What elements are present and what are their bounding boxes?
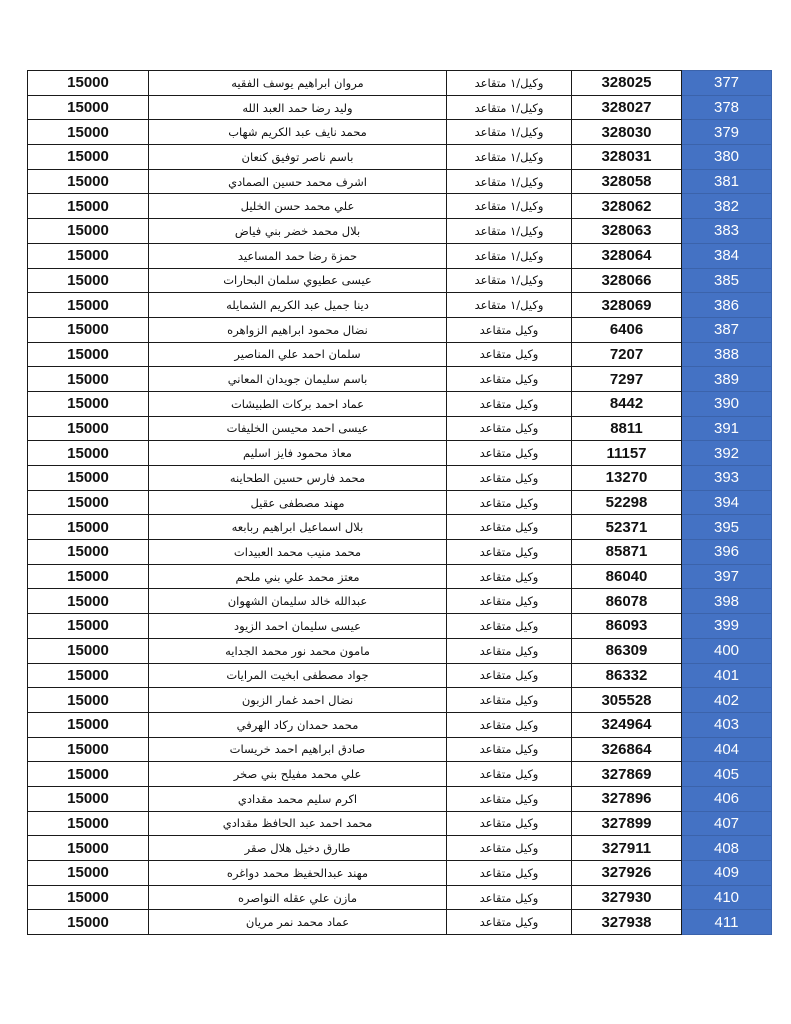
table-row [28, 243, 772, 268]
table-row [28, 762, 772, 787]
rank-cell: وكيل/١ متقاعد [447, 95, 572, 120]
id-cell: 13270 [572, 466, 682, 491]
rank-cell: وكيل متقاعد [447, 342, 572, 367]
id-cell: 328064 [572, 243, 682, 268]
sequence-cell: 398 [682, 589, 772, 614]
rank-cell: وكيل متقاعد [447, 564, 572, 589]
sequence-cell: 378 [682, 95, 772, 120]
table-row [28, 811, 772, 836]
rank-cell: وكيل متقاعد [447, 441, 572, 466]
rank-cell: وكيل متقاعد [447, 811, 572, 836]
table-row [28, 367, 772, 392]
sequence-cell: 403 [682, 712, 772, 737]
sequence-cell: 401 [682, 663, 772, 688]
name-cell: مهند مصطفى عقيل [149, 490, 447, 515]
amount-cell: 15000 [28, 219, 149, 244]
table-row [28, 268, 772, 293]
table-row [28, 219, 772, 244]
rank-cell: وكيل متقاعد [447, 317, 572, 342]
name-cell: وليد رضا حمد العبد الله [149, 95, 447, 120]
name-cell: سلمان احمد علي المناصير [149, 342, 447, 367]
name-cell: مامون محمد نور محمد الجدايه [149, 638, 447, 663]
data-table [27, 70, 772, 935]
id-cell: 86309 [572, 638, 682, 663]
sequence-cell: 379 [682, 120, 772, 145]
name-cell: باسم سليمان جويدان المعاني [149, 367, 447, 392]
sequence-cell: 384 [682, 243, 772, 268]
amount-cell: 15000 [28, 638, 149, 663]
table-row [28, 885, 772, 910]
amount-cell: 15000 [28, 71, 149, 96]
table-row [28, 391, 772, 416]
sequence-cell: 407 [682, 811, 772, 836]
rank-cell: وكيل متقاعد [447, 589, 572, 614]
amount-cell: 15000 [28, 268, 149, 293]
id-cell: 328058 [572, 169, 682, 194]
amount-cell: 15000 [28, 441, 149, 466]
name-cell: عيسى احمد محيسن الخليفات [149, 416, 447, 441]
sequence-cell: 397 [682, 564, 772, 589]
amount-cell: 15000 [28, 540, 149, 565]
name-cell: محمد احمد عبد الحافظ مقدادي [149, 811, 447, 836]
id-cell: 86332 [572, 663, 682, 688]
sequence-cell: 402 [682, 688, 772, 713]
sequence-cell: 380 [682, 145, 772, 170]
id-cell: 86078 [572, 589, 682, 614]
name-cell: نضال محمود ابراهيم الزواهره [149, 317, 447, 342]
sequence-cell: 383 [682, 219, 772, 244]
id-cell: 86093 [572, 614, 682, 639]
table-row [28, 688, 772, 713]
amount-cell: 15000 [28, 490, 149, 515]
table-row [28, 466, 772, 491]
rank-cell: وكيل متقاعد [447, 910, 572, 935]
amount-cell: 15000 [28, 194, 149, 219]
table-row [28, 441, 772, 466]
name-cell: عماد احمد بركات الطبيشات [149, 391, 447, 416]
table-row [28, 589, 772, 614]
rank-cell: وكيل/١ متقاعد [447, 71, 572, 96]
sequence-cell: 396 [682, 540, 772, 565]
id-cell: 328030 [572, 120, 682, 145]
table-row [28, 120, 772, 145]
id-cell: 327926 [572, 861, 682, 886]
rank-cell: وكيل متقاعد [447, 836, 572, 861]
rank-cell: وكيل/١ متقاعد [447, 145, 572, 170]
rank-cell: وكيل متقاعد [447, 688, 572, 713]
name-cell: طارق دخيل هلال صقر [149, 836, 447, 861]
table-row [28, 342, 772, 367]
id-cell: 328027 [572, 95, 682, 120]
amount-cell: 15000 [28, 836, 149, 861]
sequence-cell: 390 [682, 391, 772, 416]
table-row [28, 836, 772, 861]
rank-cell: وكيل متقاعد [447, 762, 572, 787]
name-cell: مهند عبدالحفيظ محمد دواغره [149, 861, 447, 886]
table-row [28, 712, 772, 737]
table-body [28, 71, 772, 935]
id-cell: 327911 [572, 836, 682, 861]
id-cell: 85871 [572, 540, 682, 565]
table-row [28, 194, 772, 219]
id-cell: 7297 [572, 367, 682, 392]
id-cell: 328062 [572, 194, 682, 219]
name-cell: جواد مصطفى ابخيت المرايات [149, 663, 447, 688]
rank-cell: وكيل/١ متقاعد [447, 194, 572, 219]
sequence-cell: 394 [682, 490, 772, 515]
name-cell: بلال محمد خضر بني فياض [149, 219, 447, 244]
sequence-cell: 382 [682, 194, 772, 219]
table-row [28, 540, 772, 565]
table-row [28, 910, 772, 935]
table-row [28, 638, 772, 663]
table-row [28, 786, 772, 811]
sequence-cell: 393 [682, 466, 772, 491]
amount-cell: 15000 [28, 95, 149, 120]
name-cell: حمزة رضا حمد المساعيد [149, 243, 447, 268]
table-row [28, 169, 772, 194]
rank-cell: وكيل/١ متقاعد [447, 268, 572, 293]
rank-cell: وكيل متقاعد [447, 515, 572, 540]
sequence-cell: 400 [682, 638, 772, 663]
amount-cell: 15000 [28, 811, 149, 836]
id-cell: 327930 [572, 885, 682, 910]
rank-cell: وكيل متقاعد [447, 466, 572, 491]
sequence-cell: 381 [682, 169, 772, 194]
sequence-cell: 405 [682, 762, 772, 787]
name-cell: بلال اسماعيل ابراهيم ربابعه [149, 515, 447, 540]
table-row [28, 293, 772, 318]
table-row [28, 416, 772, 441]
amount-cell: 15000 [28, 910, 149, 935]
sequence-cell: 392 [682, 441, 772, 466]
rank-cell: وكيل/١ متقاعد [447, 293, 572, 318]
rank-cell: وكيل متقاعد [447, 663, 572, 688]
table-row [28, 663, 772, 688]
id-cell: 328063 [572, 219, 682, 244]
table-row [28, 614, 772, 639]
rank-cell: وكيل متقاعد [447, 490, 572, 515]
rank-cell: وكيل متقاعد [447, 737, 572, 762]
name-cell: اشرف محمد حسين الصمادي [149, 169, 447, 194]
amount-cell: 15000 [28, 786, 149, 811]
name-cell: باسم ناصر توفيق كنعان [149, 145, 447, 170]
name-cell: مروان ابراهيم يوسف الفقيه [149, 71, 447, 96]
amount-cell: 15000 [28, 861, 149, 886]
id-cell: 8442 [572, 391, 682, 416]
sequence-cell: 395 [682, 515, 772, 540]
amount-cell: 15000 [28, 243, 149, 268]
name-cell: عيسى سليمان احمد الزيود [149, 614, 447, 639]
id-cell: 327869 [572, 762, 682, 787]
sequence-cell: 389 [682, 367, 772, 392]
sequence-cell: 399 [682, 614, 772, 639]
rank-cell: وكيل متقاعد [447, 712, 572, 737]
sequence-cell: 406 [682, 786, 772, 811]
table-row [28, 861, 772, 886]
name-cell: محمد منيب محمد العبيدات [149, 540, 447, 565]
rank-cell: وكيل/١ متقاعد [447, 120, 572, 145]
id-cell: 324964 [572, 712, 682, 737]
rank-cell: وكيل/١ متقاعد [447, 219, 572, 244]
sequence-cell: 388 [682, 342, 772, 367]
rank-cell: وكيل متقاعد [447, 367, 572, 392]
sequence-cell: 385 [682, 268, 772, 293]
id-cell: 328069 [572, 293, 682, 318]
id-cell: 52371 [572, 515, 682, 540]
rank-cell: وكيل متقاعد [447, 638, 572, 663]
name-cell: محمد نايف عبد الكريم شهاب [149, 120, 447, 145]
rank-cell: وكيل متقاعد [447, 614, 572, 639]
amount-cell: 15000 [28, 169, 149, 194]
amount-cell: 15000 [28, 688, 149, 713]
table-row [28, 145, 772, 170]
name-cell: عبدالله خالد سليمان الشهوان [149, 589, 447, 614]
amount-cell: 15000 [28, 342, 149, 367]
amount-cell: 15000 [28, 145, 149, 170]
amount-cell: 15000 [28, 293, 149, 318]
name-cell: علي محمد حسن الخليل [149, 194, 447, 219]
id-cell: 327899 [572, 811, 682, 836]
name-cell: عيسى عطيوي سلمان البحارات [149, 268, 447, 293]
id-cell: 328025 [572, 71, 682, 96]
sequence-cell: 409 [682, 861, 772, 886]
sequence-cell: 391 [682, 416, 772, 441]
sequence-cell: 408 [682, 836, 772, 861]
name-cell: دينا جميل عبد الكريم الشمايله [149, 293, 447, 318]
id-cell: 305528 [572, 688, 682, 713]
sequence-cell: 386 [682, 293, 772, 318]
rank-cell: وكيل متقاعد [447, 861, 572, 886]
table-row [28, 317, 772, 342]
amount-cell: 15000 [28, 466, 149, 491]
id-cell: 52298 [572, 490, 682, 515]
id-cell: 327896 [572, 786, 682, 811]
amount-cell: 15000 [28, 589, 149, 614]
name-cell: اكرم سليم محمد مقدادي [149, 786, 447, 811]
sequence-cell: 411 [682, 910, 772, 935]
table-row [28, 490, 772, 515]
table-row [28, 95, 772, 120]
name-cell: عماد محمد نمر مريان [149, 910, 447, 935]
amount-cell: 15000 [28, 712, 149, 737]
sequence-cell: 410 [682, 885, 772, 910]
id-cell: 326864 [572, 737, 682, 762]
table-row [28, 515, 772, 540]
name-cell: معتز محمد علي بني ملحم [149, 564, 447, 589]
amount-cell: 15000 [28, 663, 149, 688]
id-cell: 328066 [572, 268, 682, 293]
rank-cell: وكيل متقاعد [447, 786, 572, 811]
amount-cell: 15000 [28, 737, 149, 762]
amount-cell: 15000 [28, 614, 149, 639]
sequence-cell: 404 [682, 737, 772, 762]
rank-cell: وكيل متقاعد [447, 416, 572, 441]
rank-cell: وكيل متقاعد [447, 391, 572, 416]
sequence-cell: 377 [682, 71, 772, 96]
id-cell: 7207 [572, 342, 682, 367]
name-cell: محمد فارس حسين الطحاينه [149, 466, 447, 491]
name-cell: نضال احمد غمار الزبون [149, 688, 447, 713]
id-cell: 11157 [572, 441, 682, 466]
rank-cell: وكيل/١ متقاعد [447, 169, 572, 194]
name-cell: مازن علي عقله النواصره [149, 885, 447, 910]
amount-cell: 15000 [28, 762, 149, 787]
name-cell: صادق ابراهيم احمد خريسات [149, 737, 447, 762]
name-cell: علي محمد مفيلح بني صخر [149, 762, 447, 787]
amount-cell: 15000 [28, 120, 149, 145]
rank-cell: وكيل/١ متقاعد [447, 243, 572, 268]
amount-cell: 15000 [28, 515, 149, 540]
amount-cell: 15000 [28, 317, 149, 342]
name-cell: معاذ محمود فايز اسليم [149, 441, 447, 466]
rank-cell: وكيل متقاعد [447, 540, 572, 565]
id-cell: 6406 [572, 317, 682, 342]
rank-cell: وكيل متقاعد [447, 885, 572, 910]
amount-cell: 15000 [28, 885, 149, 910]
table-row [28, 71, 772, 96]
sequence-cell: 387 [682, 317, 772, 342]
table-row [28, 564, 772, 589]
amount-cell: 15000 [28, 391, 149, 416]
amount-cell: 15000 [28, 367, 149, 392]
table-row [28, 737, 772, 762]
id-cell: 328031 [572, 145, 682, 170]
id-cell: 86040 [572, 564, 682, 589]
name-cell: محمد حمدان ركاد الهرفي [149, 712, 447, 737]
amount-cell: 15000 [28, 564, 149, 589]
id-cell: 8811 [572, 416, 682, 441]
id-cell: 327938 [572, 910, 682, 935]
amount-cell: 15000 [28, 416, 149, 441]
